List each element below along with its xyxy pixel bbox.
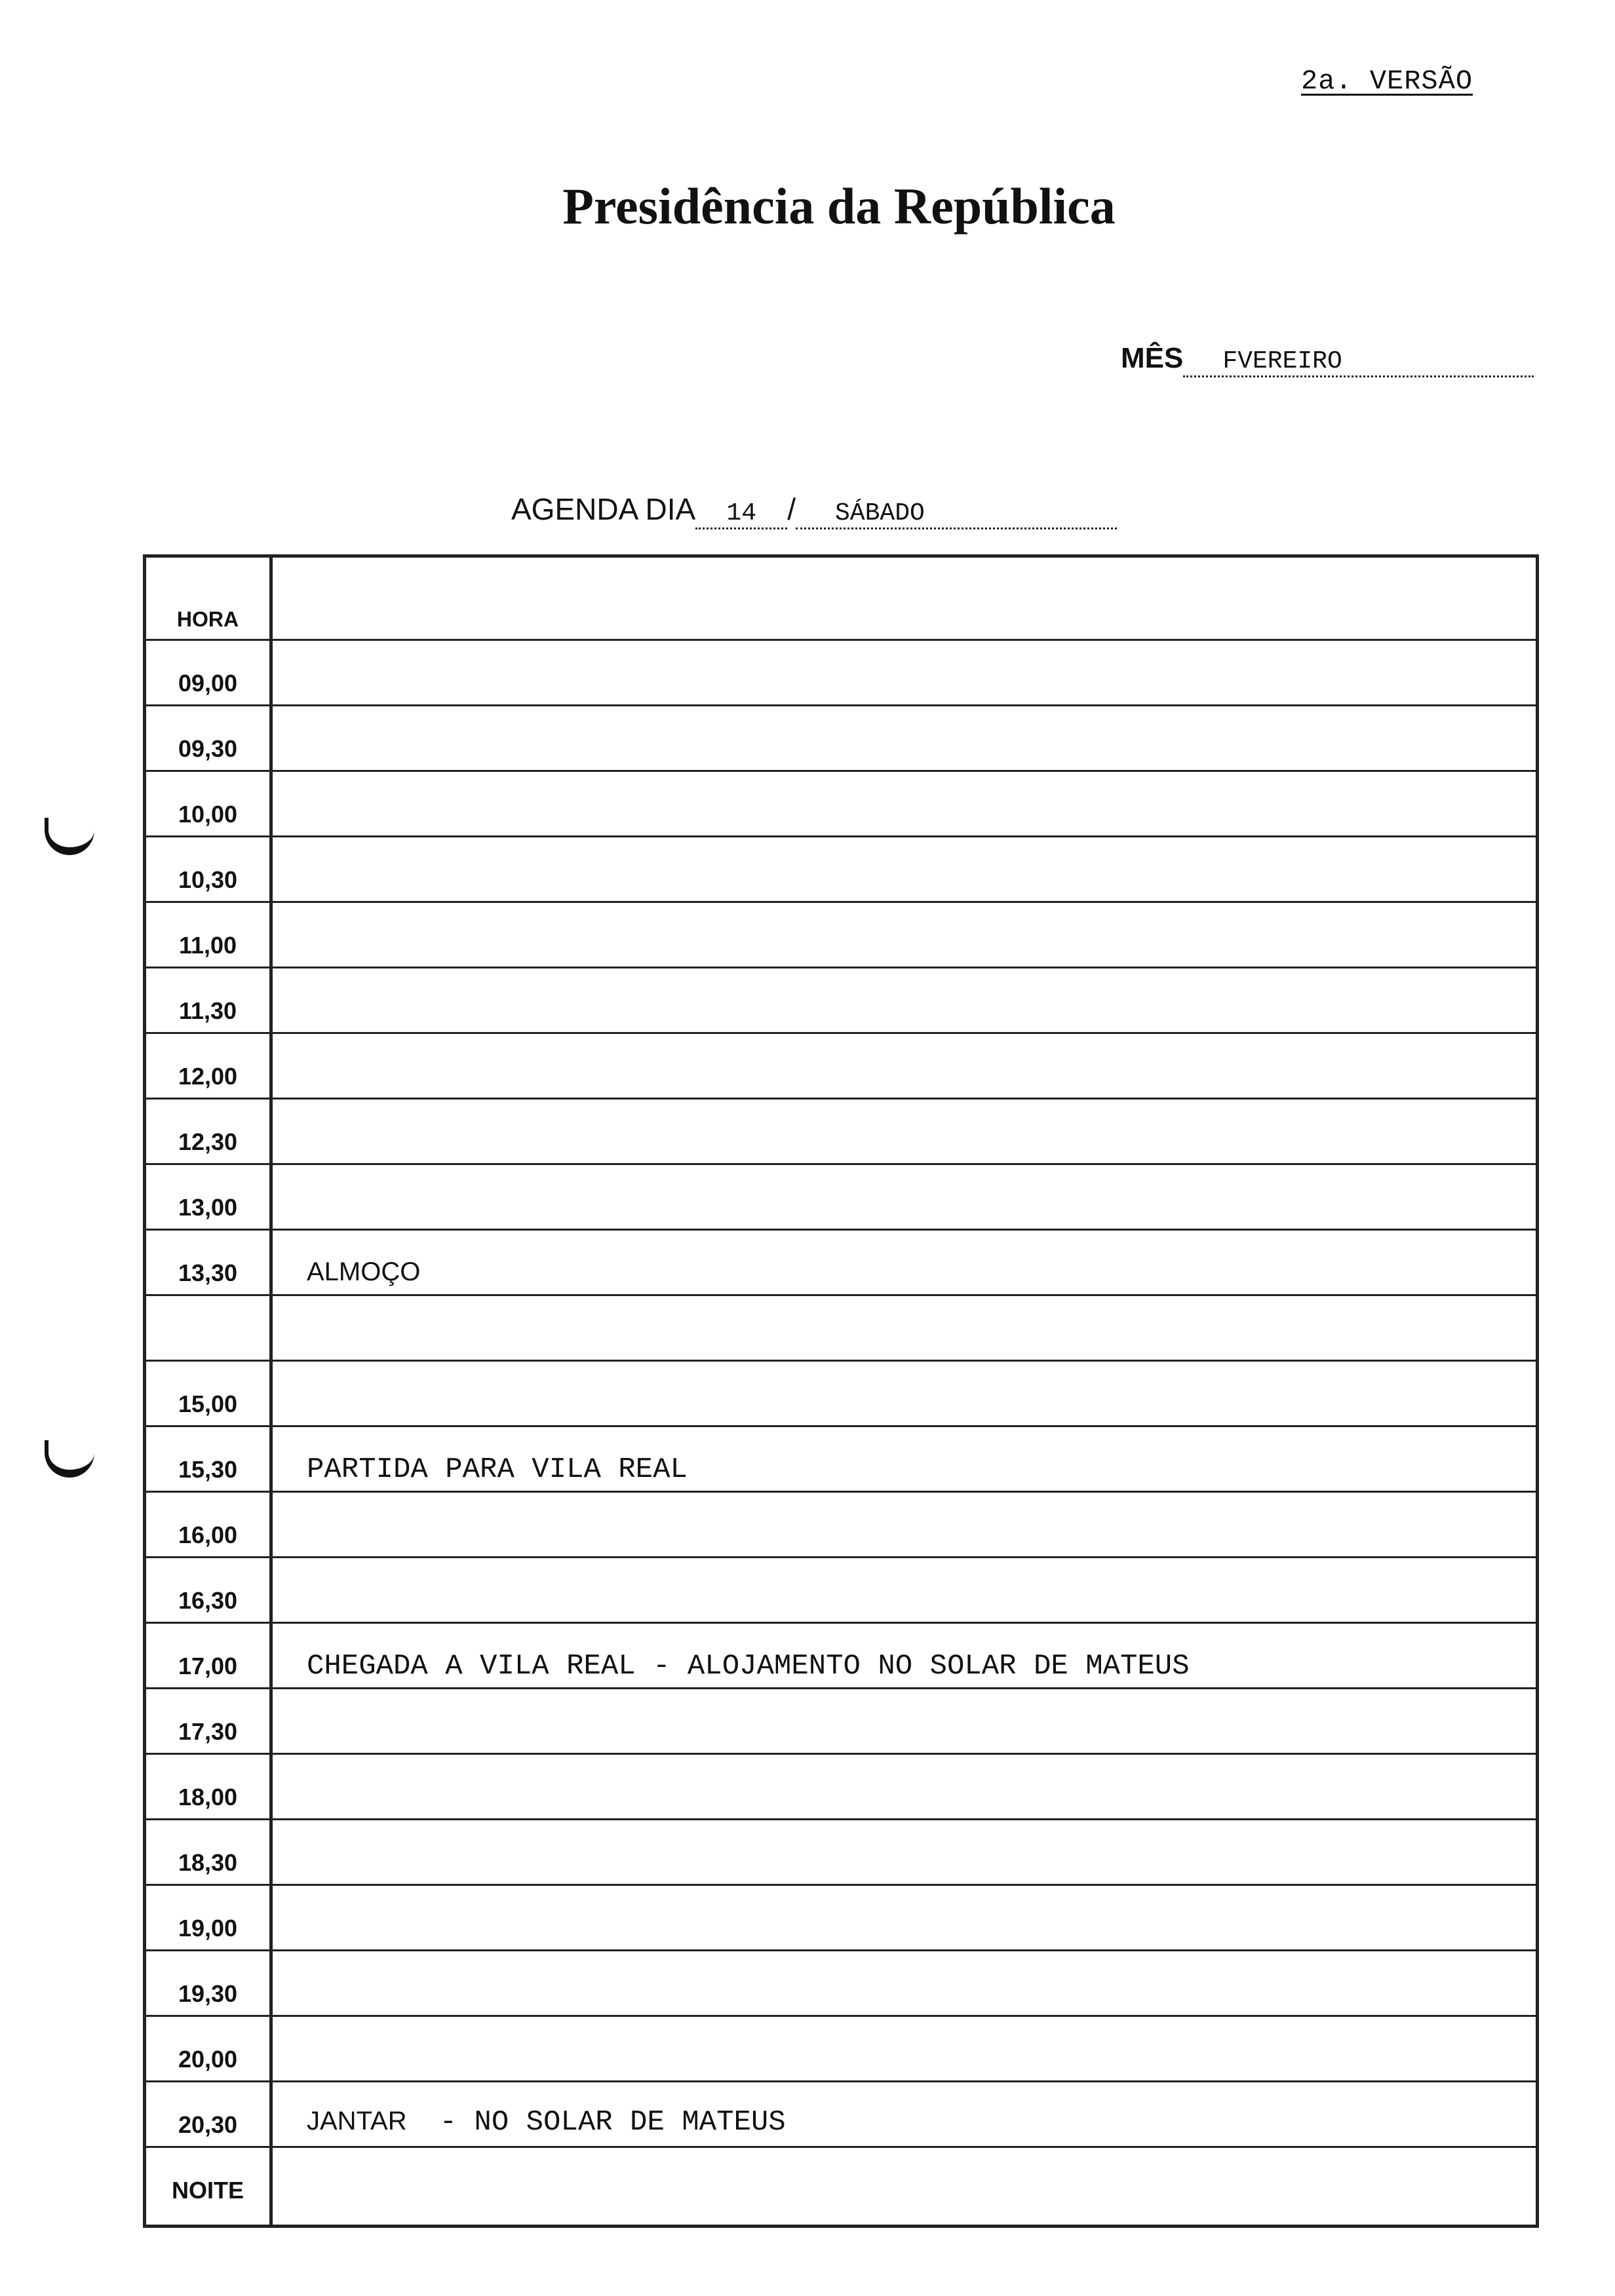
table-row	[146, 1100, 1536, 1165]
entry-cell	[307, 1257, 420, 1287]
hour-cell: 16,30	[178, 1587, 238, 1614]
table-row	[146, 2017, 1536, 2082]
hour-cell: NOITE	[171, 2177, 244, 2204]
month-field	[1121, 342, 1534, 377]
weekday-value: SÁBADO	[796, 499, 1117, 529]
hour-cell: 11,00	[178, 932, 237, 959]
hour-cell: 12,00	[178, 1063, 238, 1090]
table-row	[146, 1624, 1536, 1689]
table-row	[146, 2148, 1536, 2213]
binder-hole-mark	[45, 1440, 94, 1478]
hour-cell: 17,00	[178, 1653, 238, 1679]
table-row	[146, 1558, 1536, 1624]
agenda-day-field	[511, 491, 1117, 529]
table-row	[146, 968, 1536, 1034]
agenda-label: AGENDA DIA	[511, 492, 696, 526]
table-row	[146, 1820, 1536, 1886]
entry-text: CHEGADA A VILA REAL - ALOJAMENTO NO SOLAR DE MATEUS	[307, 1650, 1190, 1683]
page-title: Presidência da República	[562, 178, 1116, 235]
hour-cell: 18,30	[178, 1849, 238, 1876]
hour-cell: 15,30	[178, 1456, 238, 1483]
table-row	[146, 2082, 1536, 2148]
hour-cell: 20,00	[178, 2046, 238, 2073]
table-row	[146, 1296, 1536, 1362]
entry-text: ALMOÇO	[307, 1257, 421, 1286]
table-row	[146, 1689, 1536, 1755]
hour-cell: 09,30	[178, 735, 238, 762]
entry-extra-text: - NO SOLAR DE MATEUS	[439, 2106, 786, 2139]
hour-cell: 16,00	[178, 1521, 238, 1548]
table-row	[146, 1034, 1536, 1100]
hour-cell: 15,00	[178, 1390, 238, 1417]
table-row	[146, 1427, 1536, 1493]
month-label: MÊS	[1121, 342, 1184, 374]
month-value: FVEREIRO	[1183, 347, 1534, 377]
table-row	[146, 1951, 1536, 2017]
entry-cell	[307, 2106, 786, 2139]
hour-cell: 19,00	[178, 1915, 238, 1942]
table-row	[146, 903, 1536, 968]
table-row	[146, 837, 1536, 903]
table-row	[146, 1886, 1536, 1951]
hour-cell: 13,00	[178, 1194, 238, 1221]
table-row	[146, 1165, 1536, 1231]
hour-cell: 12,30	[178, 1128, 238, 1155]
table-row	[146, 641, 1536, 706]
day-number: 14	[695, 499, 787, 529]
hour-cell: 11,30	[178, 997, 237, 1024]
hour-cell: 09,00	[178, 670, 238, 697]
table-row	[146, 1362, 1536, 1427]
table-row	[146, 1755, 1536, 1820]
table-row	[146, 1231, 1536, 1296]
column-header-hora: HORA	[176, 607, 239, 631]
hour-cell: 13,30	[178, 1259, 238, 1286]
hour-cell: 10,00	[178, 801, 238, 828]
entry-cell	[307, 1650, 1190, 1683]
table-header-row	[146, 558, 1536, 641]
hour-cell: 19,30	[178, 1980, 238, 2007]
table-row	[146, 1493, 1536, 1558]
table-row	[146, 772, 1536, 837]
day-separator: /	[787, 492, 796, 526]
table-row	[146, 706, 1536, 772]
hour-cell: 20,30	[178, 2111, 238, 2138]
entry-cell	[307, 1453, 688, 1486]
agenda-table	[143, 554, 1539, 2228]
hour-cell: 17,30	[178, 1718, 238, 1745]
entry-text: JANTAR	[307, 2107, 407, 2135]
entry-text: PARTIDA PARA VILA REAL	[307, 1453, 688, 1486]
binder-hole-mark	[45, 818, 94, 855]
hour-cell: 18,00	[178, 1784, 238, 1810]
version-label: 2a. VERSÃO	[1301, 66, 1473, 97]
hour-cell: 10,30	[178, 866, 238, 893]
